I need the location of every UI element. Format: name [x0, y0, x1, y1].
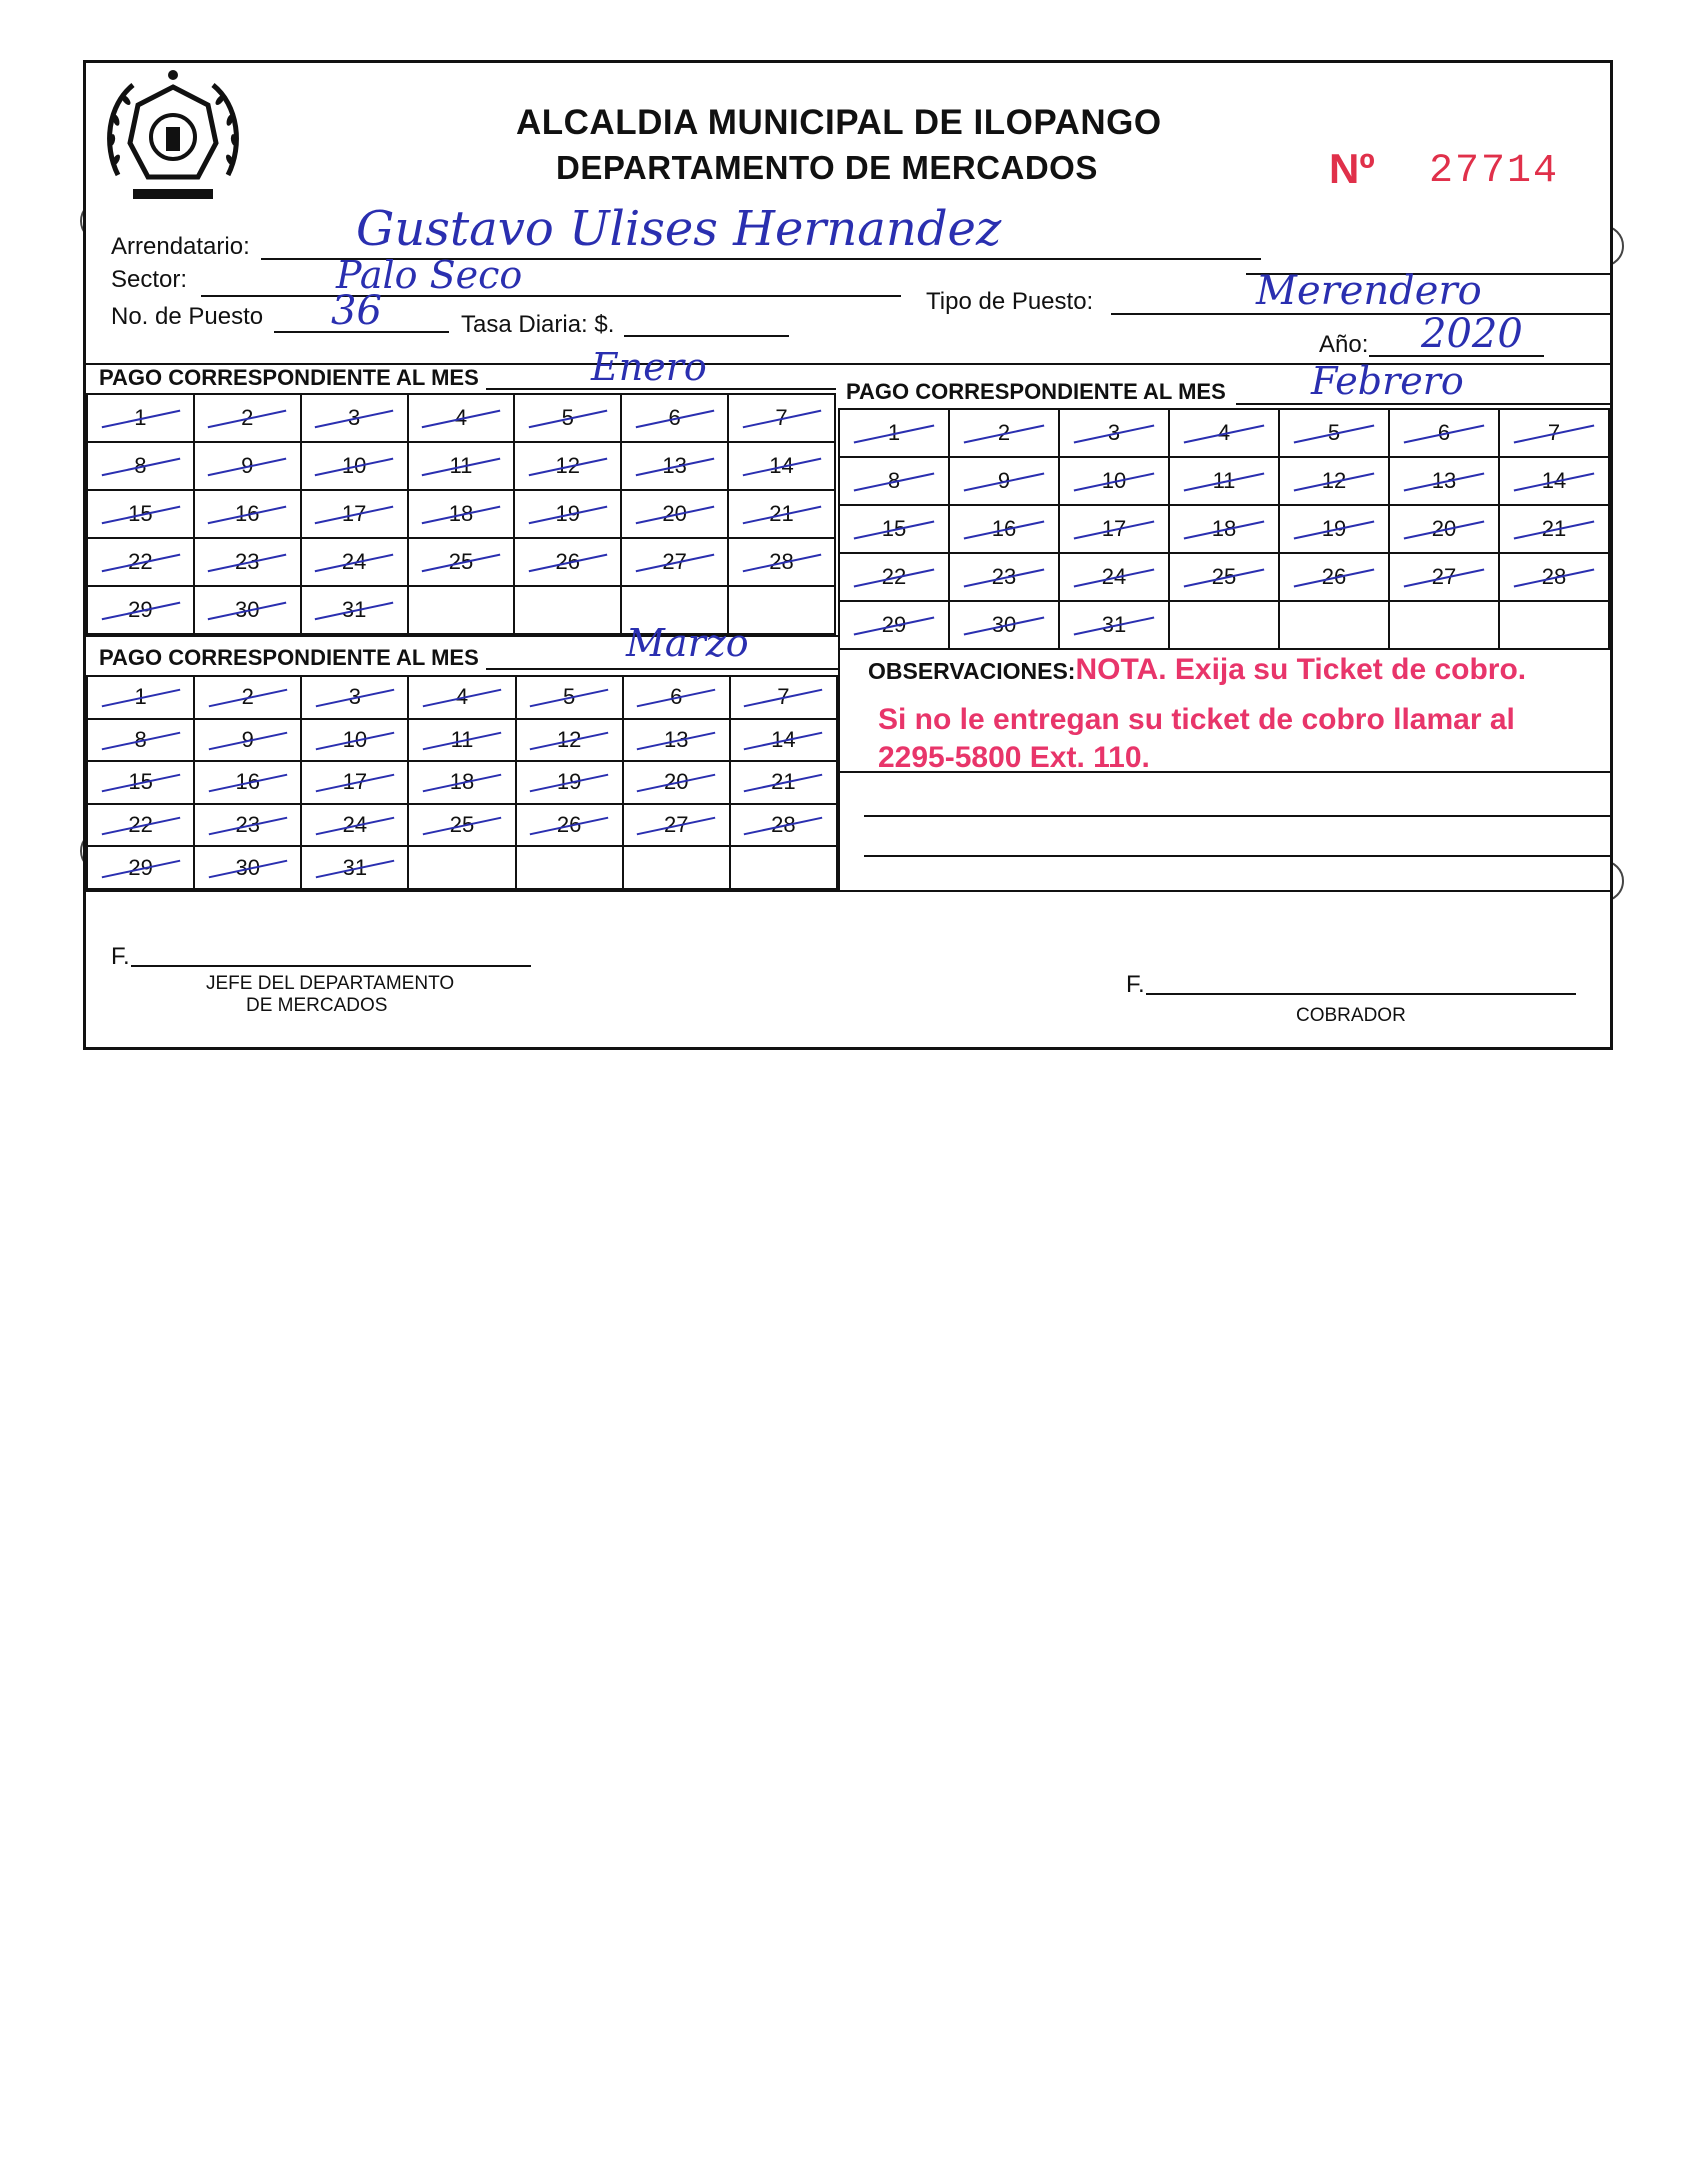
month-line — [1236, 403, 1610, 405]
month-value-2[interactable]: Febrero — [1311, 359, 1464, 403]
jefe-label-2: DE MERCADOS — [246, 995, 388, 1016]
day-cell[interactable]: 17 — [1059, 505, 1169, 553]
empty-cell — [1169, 601, 1279, 649]
sector-label: Sector: — [111, 266, 188, 293]
anio-label: Año: — [1319, 331, 1369, 358]
day-cell[interactable]: 16 — [194, 490, 301, 538]
day-cell[interactable]: 14 — [728, 442, 835, 490]
day-cell[interactable]: 11 — [408, 442, 515, 490]
day-cell[interactable]: 26 — [514, 538, 621, 586]
day-cell[interactable]: 20 — [621, 490, 728, 538]
day-cell[interactable]: 4 — [408, 676, 515, 719]
day-cell[interactable]: 10 — [301, 719, 408, 762]
day-cell[interactable]: 31 — [301, 586, 408, 634]
day-cell[interactable]: 24 — [301, 538, 408, 586]
observaciones-label: OBSERVACIONES: — [868, 658, 1076, 684]
day-cell[interactable]: 25 — [408, 804, 515, 847]
rule — [86, 890, 1610, 892]
day-cell[interactable]: 1 — [839, 409, 949, 457]
firma-label-right: F. — [1126, 971, 1145, 998]
day-cell[interactable]: 16 — [194, 761, 301, 804]
day-cell[interactable]: 7 — [730, 676, 837, 719]
firma-label-left: F. — [111, 943, 130, 970]
empty-cell — [514, 586, 621, 634]
day-cell[interactable]: 2 — [194, 394, 301, 442]
observaciones-box — [868, 653, 1598, 777]
day-cell[interactable]: 11 — [1169, 457, 1279, 505]
day-cell[interactable]: 9 — [194, 719, 301, 762]
day-cell[interactable]: 5 — [516, 676, 623, 719]
jefe-label: JEFE DEL DEPARTAMENTO — [206, 973, 455, 994]
day-cell[interactable]: 22 — [839, 553, 949, 601]
day-cell[interactable]: 3 — [301, 676, 408, 719]
day-cell[interactable]: 22 — [87, 804, 194, 847]
day-cell[interactable]: 28 — [730, 804, 837, 847]
day-cell[interactable]: 17 — [301, 761, 408, 804]
day-cell[interactable]: 5 — [514, 394, 621, 442]
day-cell[interactable]: 30 — [949, 601, 1059, 649]
day-cell[interactable]: 27 — [623, 804, 730, 847]
day-cell[interactable]: 20 — [623, 761, 730, 804]
day-cell[interactable]: 25 — [1169, 553, 1279, 601]
day-cell[interactable]: 29 — [87, 846, 194, 889]
day-cell[interactable]: 4 — [1169, 409, 1279, 457]
month-header-1: PAGO CORRESPONDIENTE AL MES — [99, 365, 479, 390]
llamar-text: Si no le entregan su ticket de cobro llamar al 2295-5800 Ext. 110. — [878, 703, 1515, 774]
empty-cell — [1279, 601, 1389, 649]
day-cell[interactable]: 15 — [87, 761, 194, 804]
calendar-febrero — [838, 408, 1610, 650]
empty-cell — [623, 846, 730, 889]
day-cell[interactable]: 21 — [730, 761, 837, 804]
empty-cell — [408, 846, 515, 889]
day-cell[interactable]: 3 — [301, 394, 408, 442]
day-cell[interactable]: 13 — [1389, 457, 1499, 505]
tipo-value[interactable]: Merendero — [1256, 268, 1482, 314]
day-cell[interactable]: 23 — [949, 553, 1059, 601]
day-cell[interactable]: 8 — [839, 457, 949, 505]
day-cell[interactable]: 19 — [514, 490, 621, 538]
day-cell[interactable]: 14 — [730, 719, 837, 762]
day-cell[interactable]: 12 — [516, 719, 623, 762]
month-value-1[interactable]: Enero — [591, 345, 707, 389]
day-cell[interactable]: 8 — [87, 442, 194, 490]
tasa-label: Tasa Diaria: $. — [461, 311, 615, 338]
municipal-seal-icon — [98, 65, 248, 215]
day-cell[interactable]: 25 — [408, 538, 515, 586]
tasa-line — [624, 335, 789, 337]
day-cell[interactable]: 19 — [1279, 505, 1389, 553]
day-cell[interactable]: 15 — [87, 490, 194, 538]
day-cell[interactable]: 18 — [408, 761, 515, 804]
day-cell[interactable]: 5 — [1279, 409, 1389, 457]
day-cell[interactable]: 21 — [1499, 505, 1609, 553]
day-cell[interactable]: 21 — [728, 490, 835, 538]
day-cell[interactable]: 9 — [949, 457, 1059, 505]
day-cell[interactable]: 15 — [839, 505, 949, 553]
day-cell[interactable]: 18 — [408, 490, 515, 538]
puesto-value[interactable]: 36 — [331, 288, 382, 334]
day-cell[interactable]: 6 — [623, 676, 730, 719]
day-cell[interactable]: 17 — [301, 490, 408, 538]
empty-cell — [516, 846, 623, 889]
day-cell[interactable]: 27 — [621, 538, 728, 586]
day-cell[interactable]: 14 — [1499, 457, 1609, 505]
obs-line — [864, 855, 1610, 857]
day-cell[interactable]: 2 — [949, 409, 1059, 457]
day-cell[interactable]: 18 — [1169, 505, 1279, 553]
day-cell[interactable]: 11 — [408, 719, 515, 762]
number-label: Nº — [1329, 145, 1375, 192]
day-cell[interactable]: 10 — [1059, 457, 1169, 505]
calendar-marzo — [86, 675, 838, 890]
day-cell[interactable]: 7 — [1499, 409, 1609, 457]
day-cell[interactable]: 16 — [949, 505, 1059, 553]
day-cell[interactable]: 28 — [728, 538, 835, 586]
month-header-3: PAGO CORRESPONDIENTE AL MES — [99, 645, 479, 670]
empty-cell — [1499, 601, 1609, 649]
sector-value[interactable]: Palo Seco — [336, 253, 523, 297]
municipality-title: ALCALDIA MUNICIPAL DE ILOPANGO — [516, 103, 1162, 142]
day-cell[interactable]: 7 — [728, 394, 835, 442]
firma-line-left[interactable] — [131, 965, 531, 967]
day-cell[interactable]: 23 — [194, 804, 301, 847]
day-cell[interactable]: 12 — [1279, 457, 1389, 505]
day-cell[interactable]: 28 — [1499, 553, 1609, 601]
day-cell[interactable]: 1 — [87, 676, 194, 719]
nota-text: NOTA. Exija su Ticket de cobro. — [1075, 653, 1527, 686]
day-cell[interactable]: 29 — [87, 586, 194, 634]
puesto-label: No. de Puesto — [111, 303, 264, 330]
day-cell[interactable]: 27 — [1389, 553, 1499, 601]
day-cell[interactable]: 30 — [194, 846, 301, 889]
day-cell[interactable]: 26 — [1279, 553, 1389, 601]
day-cell[interactable]: 8 — [87, 719, 194, 762]
month-line — [486, 668, 838, 670]
day-cell[interactable]: 6 — [621, 394, 728, 442]
day-cell[interactable]: 3 — [1059, 409, 1169, 457]
tipo-label: Tipo de Puesto: — [926, 288, 1094, 315]
ticket-number: 27714 — [1429, 149, 1560, 194]
arrendatario-label: Arrendatario: — [111, 233, 250, 260]
month-header-2: PAGO CORRESPONDIENTE AL MES — [846, 379, 1226, 404]
day-cell[interactable]: 23 — [194, 538, 301, 586]
arrendatario-value[interactable]: Gustavo Ulises Hernandez — [356, 201, 1002, 257]
firma-line-right[interactable] — [1146, 993, 1576, 995]
day-cell[interactable]: 6 — [1389, 409, 1499, 457]
department-title: DEPARTAMENTO DE MERCADOS — [556, 149, 1098, 186]
day-cell[interactable]: 9 — [194, 442, 301, 490]
sector-line — [201, 295, 901, 297]
day-cell[interactable]: 31 — [1059, 601, 1169, 649]
empty-cell — [1389, 601, 1499, 649]
month-value-3[interactable]: Marzo — [626, 621, 749, 665]
day-cell[interactable]: 4 — [408, 394, 515, 442]
day-cell[interactable]: 12 — [514, 442, 621, 490]
day-cell[interactable]: 20 — [1389, 505, 1499, 553]
day-cell[interactable]: 30 — [194, 586, 301, 634]
day-cell[interactable]: 29 — [839, 601, 949, 649]
day-cell[interactable]: 13 — [621, 442, 728, 490]
day-cell[interactable]: 10 — [301, 442, 408, 490]
day-cell[interactable]: 22 — [87, 538, 194, 586]
cobrador-label: COBRADOR — [1296, 1005, 1406, 1026]
day-cell[interactable]: 24 — [1059, 553, 1169, 601]
day-cell[interactable]: 24 — [301, 804, 408, 847]
empty-cell — [408, 586, 515, 634]
column-divider — [838, 650, 840, 890]
day-cell[interactable]: 31 — [301, 846, 408, 889]
day-cell[interactable]: 13 — [623, 719, 730, 762]
calendar-enero — [86, 393, 836, 635]
anio-value[interactable]: 2020 — [1421, 311, 1523, 357]
empty-cell — [730, 846, 837, 889]
day-cell[interactable]: 19 — [516, 761, 623, 804]
obs-line — [838, 771, 1610, 773]
day-cell[interactable]: 2 — [194, 676, 301, 719]
obs-line — [864, 815, 1610, 817]
day-cell[interactable]: 1 — [87, 394, 194, 442]
payment-card — [83, 60, 1613, 1050]
day-cell[interactable]: 26 — [516, 804, 623, 847]
